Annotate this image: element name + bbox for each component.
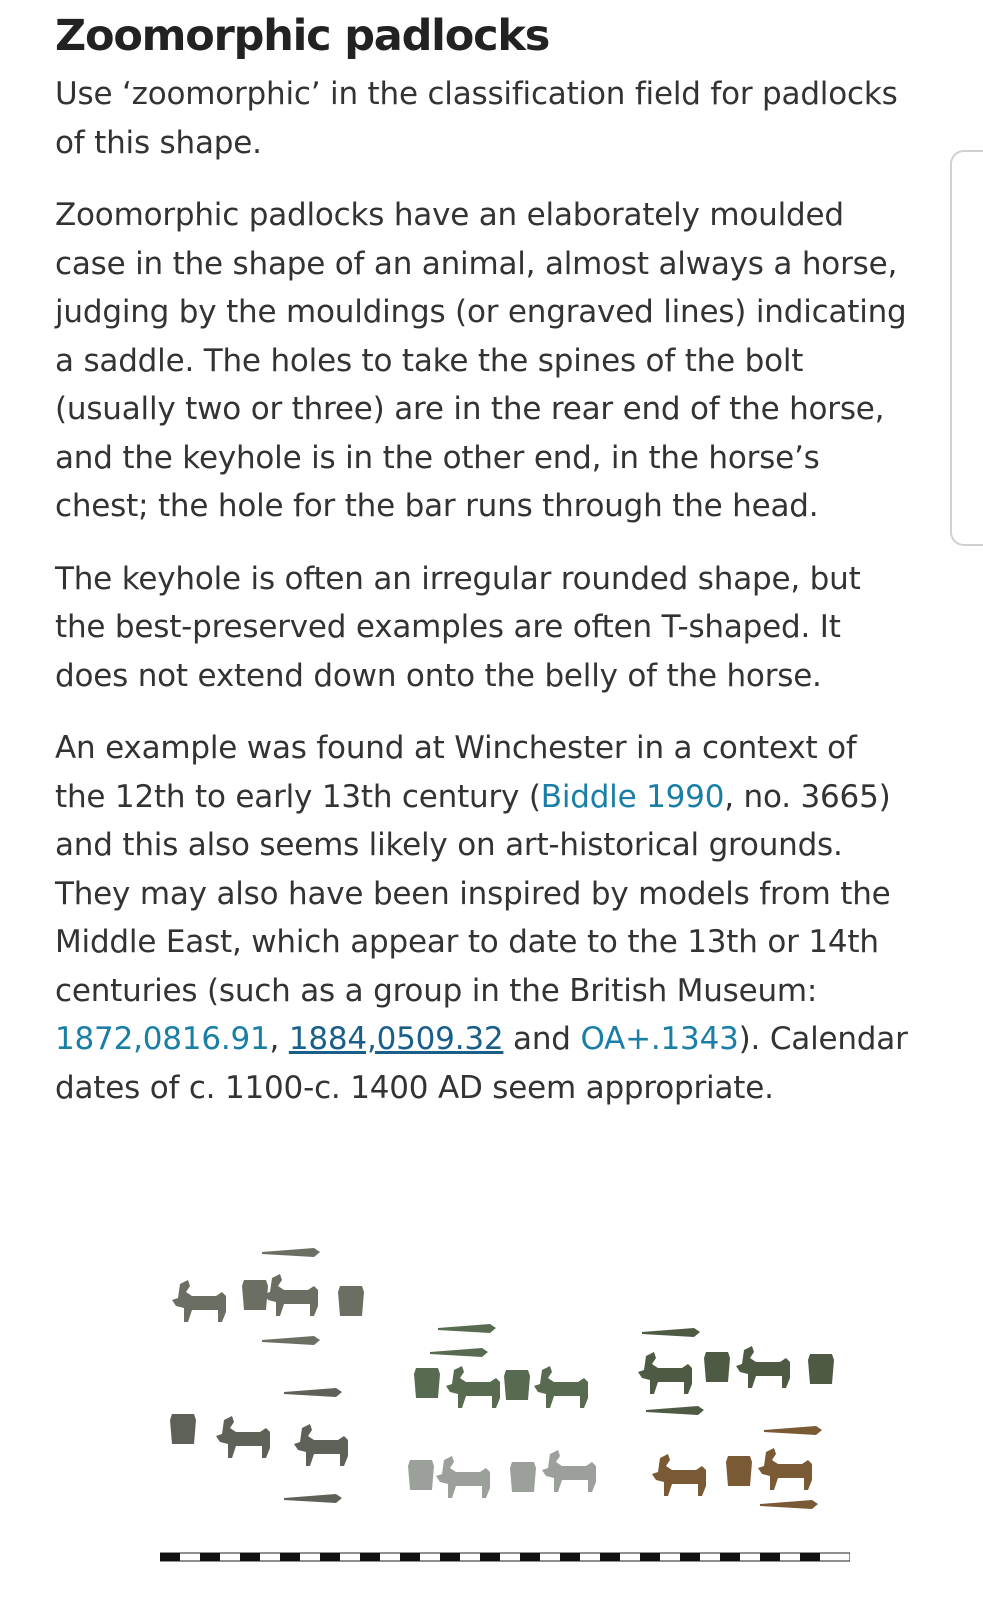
biddle-reference-link[interactable]: Biddle 1990 (540, 778, 725, 815)
keyhole-paragraph: The keyhole is often an irregular rounded shape, but the best-preserved examples are often T-shaped. It does not extend down onto the belly of the horse. (55, 560, 861, 694)
intro-paragraph: Use ‘zoomorphic’ in the classification field for padlocks of this shape. (55, 76, 898, 161)
dating-paragraph: An example was found at Winchester in a context of the 12th to early 13th century (Biddle 1990, no. 3665) and this also seems likely on art-historical grounds. They may also have been inspired by models from the Middle East, which appear to date to the 13th or 14th centuries (such as a group in the British Museum: 1872,0816.91, 1884,0509.32 and OA+.1343). Calendar dates of c. 1100-c. 1400 AD seem appropriate. (55, 730, 908, 1106)
scroll-indicator (950, 150, 983, 546)
padlock-group-1b (170, 1388, 348, 1503)
padlock-group-3 (638, 1328, 834, 1415)
padlock-photo-montage (160, 1238, 850, 1563)
description-paragraph: Zoomorphic padlocks have an elaborately moulded case in the shape of an animal, almost always a horse, judging by the mouldings (or engraved lines) indicating a saddle. The holes to take the spines of the bolt (usually two or three) are in the rear end of the horse, and the keyhole is in the other end, in the horse’s chest; the hole for the bar runs through the head. (55, 197, 907, 524)
museum-object-link-1[interactable]: 1872,0816.91 (55, 1021, 270, 1057)
padlock-photos (160, 1238, 850, 1563)
museum-object-link-2[interactable]: 1884,0509.32 (288, 1021, 504, 1057)
padlock-group-3b (652, 1426, 822, 1509)
scale-bar (160, 1553, 850, 1561)
article-content (55, 0, 915, 1112)
museum-object-link-3[interactable]: OA+.1343 (580, 1021, 739, 1057)
page-title: Zoomorphic padlocks (55, 11, 550, 61)
padlock-group-2 (414, 1324, 588, 1408)
padlock-group-1 (172, 1248, 364, 1345)
padlock-group-2b (408, 1450, 596, 1498)
